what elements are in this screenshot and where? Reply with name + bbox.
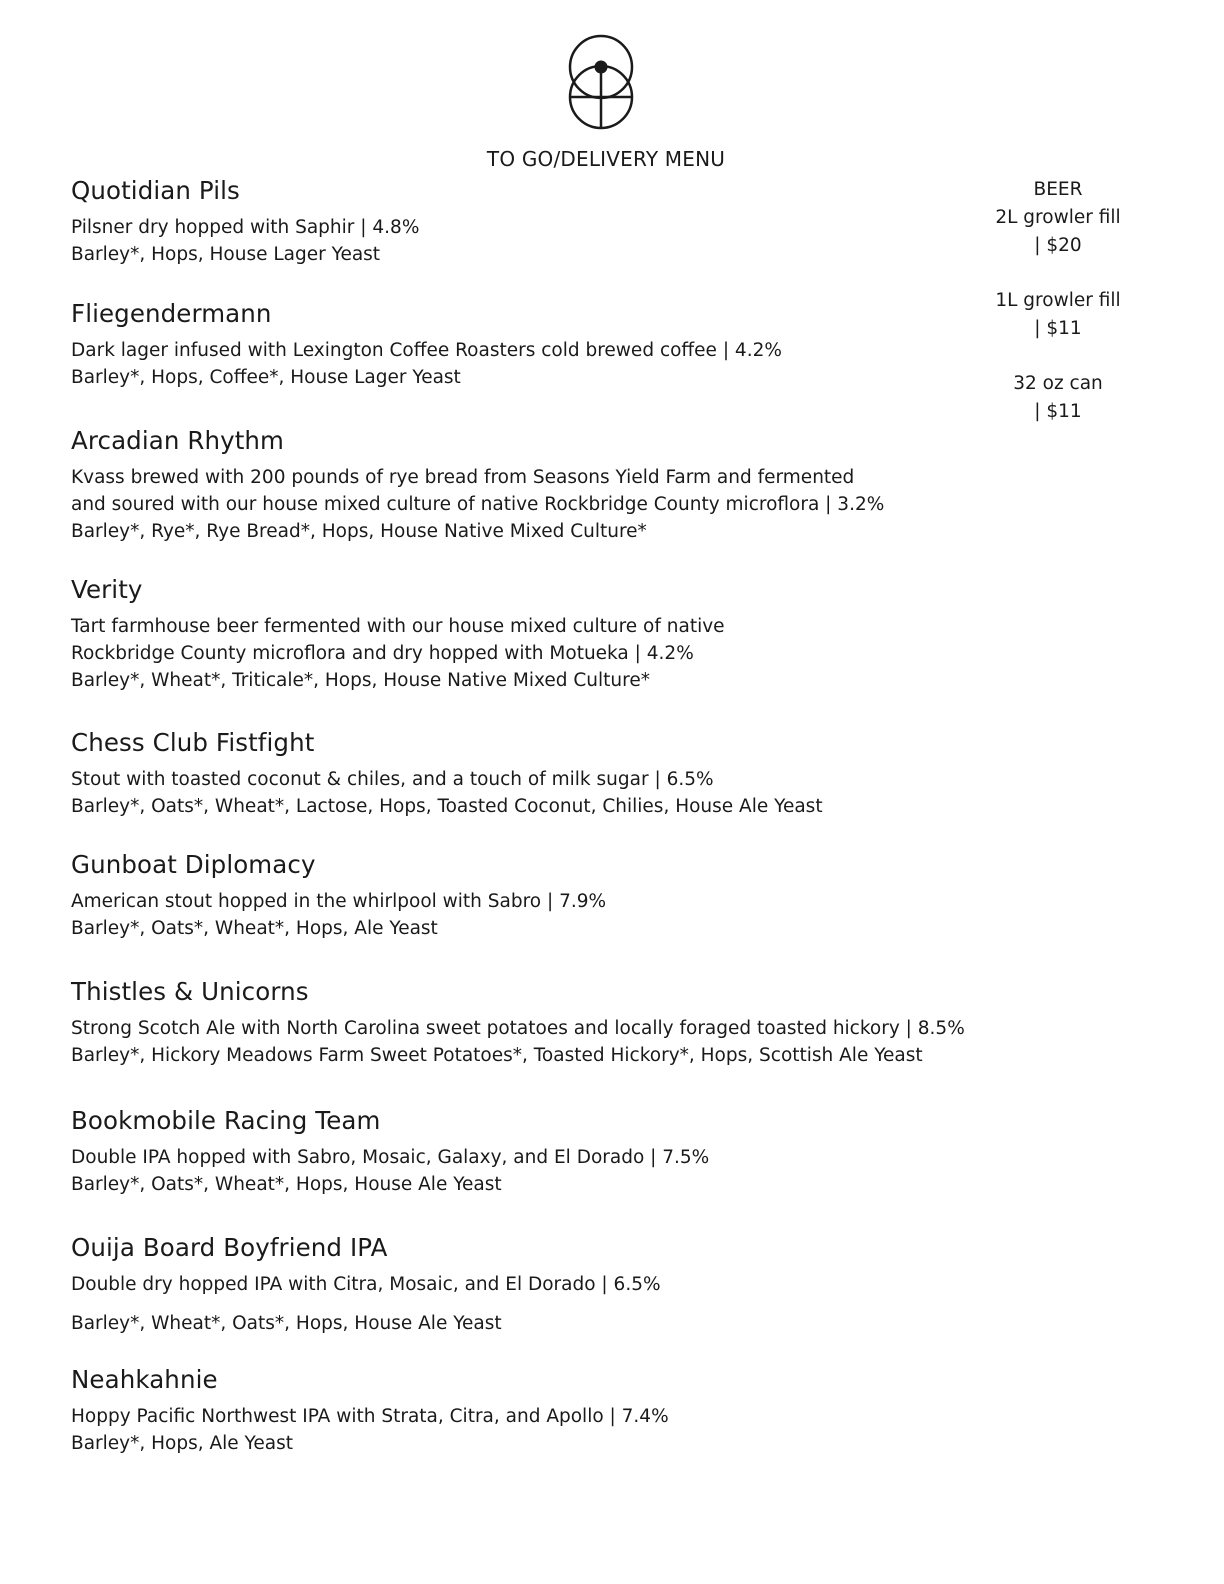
item-name: Gunboat Diplomacy [71,850,316,879]
menu-item [71,426,884,545]
price-option-price: | $11 [1034,318,1082,339]
menu-item [71,1365,669,1457]
menu-item [71,176,419,268]
item-name: Bookmobile Racing Team [71,1106,381,1135]
item-ingredients: Barley*, Rye*, Rye Bread*, Hops, House Native Mixed Culture* [71,521,647,542]
menu-item [71,1106,709,1198]
item-ingredients: Barley*, Hops, Coffee*, House Lager Yeast [71,367,461,388]
item-name: Ouija Board Boyfriend IPA [71,1233,388,1262]
brewery-logo-icon [565,34,637,130]
menu-item [71,728,823,820]
item-description: Strong Scotch Ale with North Carolina sweet potatoes and locally foraged toasted hickory | 8.5% [71,1018,965,1039]
price-option-price: | $20 [1034,235,1082,256]
item-ingredients: Barley*, Wheat*, Triticale*, Hops, House Native Mixed Culture* [71,670,650,691]
item-name: Neahkahnie [71,1365,218,1394]
menu-item [71,575,725,694]
price-heading: BEER [1033,179,1083,200]
menu-title: TO GO/DELIVERY MENU [486,147,726,171]
item-name: Thistles & Unicorns [71,977,309,1006]
item-description: and soured with our house mixed culture of native Rockbridge County microflora | 3.2% [71,494,885,515]
item-description: Pilsner dry hopped with Saphir | 4.8% [71,217,420,238]
item-ingredients: Barley*, Oats*, Wheat*, Hops, Ale Yeast [71,918,438,939]
menu-item [71,850,606,942]
item-description: Tart farmhouse beer fermented with our house mixed culture of native [71,616,725,637]
price-option [978,204,1138,260]
item-description: Kvass brewed with 200 pounds of rye bread from Seasons Yield Farm and fermented [71,467,855,488]
price-option-label: 2L growler fill [995,207,1121,228]
price-option-label: 32 oz can [1013,373,1103,394]
menu-item [71,1233,661,1337]
item-ingredients: Barley*, Hops, House Lager Yeast [71,244,381,265]
item-description: American stout hopped in the whirlpool with Sabro | 7.9% [71,891,607,912]
item-name: Quotidian Pils [71,176,240,205]
item-ingredients: Barley*, Oats*, Wheat*, Hops, House Ale Yeast [71,1174,502,1195]
item-description: Rockbridge County microflora and dry hopped with Motueka | 4.2% [71,643,694,664]
item-name: Fliegendermann [71,299,272,328]
menu-item [71,977,965,1069]
item-name: Arcadian Rhythm [71,426,285,455]
item-name: Chess Club Fistfight [71,728,315,757]
price-option-label: 1L growler fill [995,290,1121,311]
item-description: Hoppy Pacific Northwest IPA with Strata, Citra, and Apollo | 7.4% [71,1406,669,1427]
item-description: Dark lager infused with Lexington Coffee Roasters cold brewed coffee | 4.2% [71,340,782,361]
item-description: Double IPA hopped with Sabro, Mosaic, Galaxy, and El Dorado | 7.5% [71,1147,710,1168]
item-ingredients: Barley*, Oats*, Wheat*, Lactose, Hops, Toasted Coconut, Chilies, House Ale Yeast [71,796,823,817]
price-panel [978,176,1138,426]
item-ingredients: Barley*, Hops, Ale Yeast [71,1433,293,1454]
price-option-price: | $11 [1034,401,1082,422]
price-option [978,287,1138,343]
item-description: Stout with toasted coconut & chiles, and a touch of milk sugar | 6.5% [71,769,714,790]
price-option [978,370,1138,426]
menu-item [71,299,782,391]
item-ingredients: Barley*, Wheat*, Oats*, Hops, House Ale Yeast [71,1313,502,1334]
item-description: Double dry hopped IPA with Citra, Mosaic, and El Dorado | 6.5% [71,1274,661,1295]
item-ingredients: Barley*, Hickory Meadows Farm Sweet Potatoes*, Toasted Hickory*, Hops, Scottish Ale Yeast [71,1045,923,1066]
item-name: Verity [71,575,143,604]
